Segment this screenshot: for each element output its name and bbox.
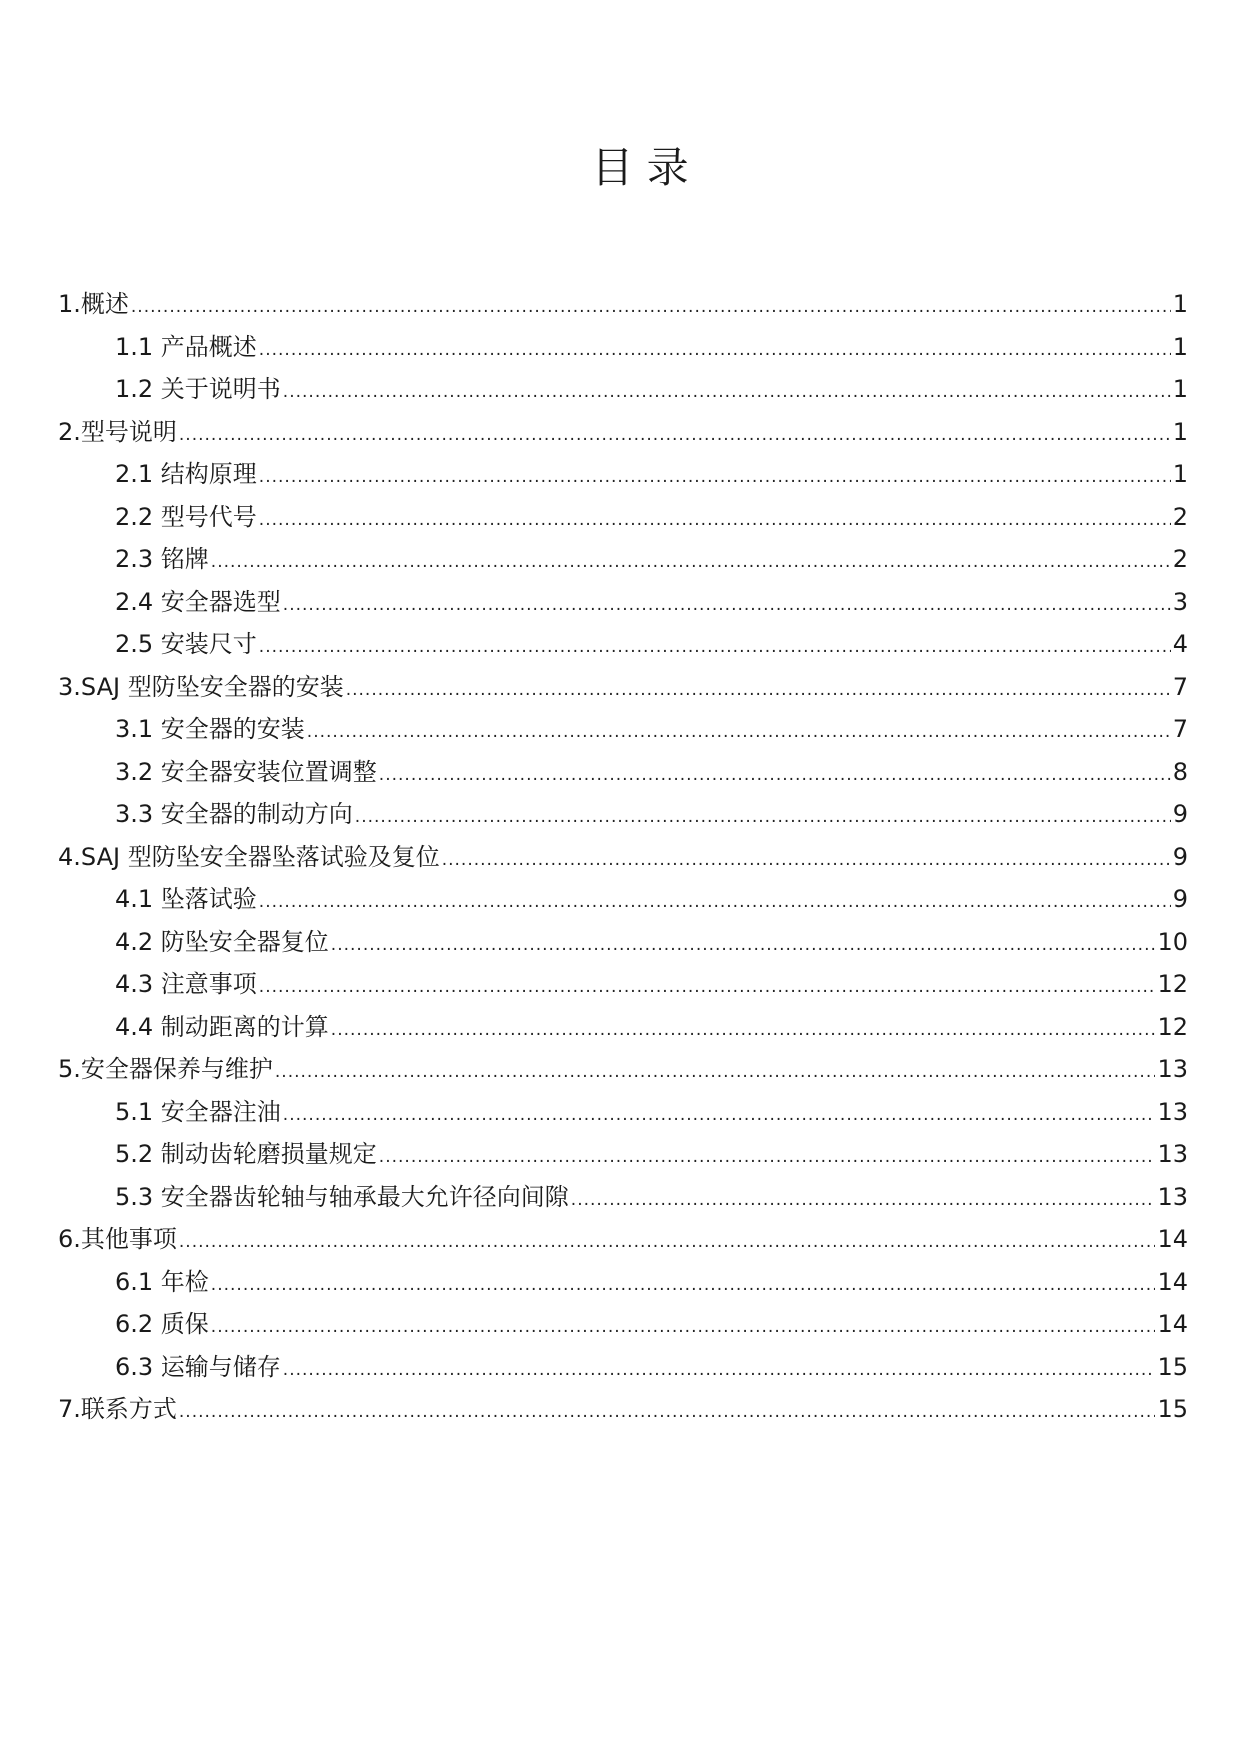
toc-entry-label: 2.3 铭牌	[115, 545, 209, 573]
toc-entry-page-number: 14	[1157, 1310, 1188, 1338]
toc-entry-page-number: 10	[1157, 927, 1188, 956]
toc-entry-label: 4.2 防坠安全器复位	[115, 927, 329, 956]
toc-entry[interactable]	[58, 453, 1188, 496]
toc-entry-label: 3.1 安全器的安装	[115, 715, 305, 743]
dot-leader	[211, 541, 1171, 584]
toc-entry[interactable]	[58, 1261, 1188, 1304]
dot-leader	[283, 371, 1171, 414]
toc-entry[interactable]	[58, 1303, 1188, 1346]
dot-leader	[259, 881, 1171, 924]
toc-entry-page-number: 1	[1172, 417, 1188, 446]
toc-entry[interactable]	[58, 921, 1188, 964]
toc-entry-label: 7.联系方式	[58, 1395, 177, 1423]
dot-leader	[211, 1264, 1156, 1307]
toc-entry[interactable]	[58, 283, 1188, 326]
toc-entry-label: 5.1 安全器注油	[115, 1097, 281, 1126]
toc-entry-label: 5.3 安全器齿轮轴与轴承最大允许径向间隙	[115, 1182, 569, 1211]
toc-entry-label: 2.5 安装尺寸	[115, 630, 257, 658]
toc-entry-label: 4.SAJ 型防坠安全器坠落试验及复位	[58, 842, 440, 871]
toc-entry-page-number: 1	[1172, 332, 1188, 361]
toc-entry-page-number: 15	[1157, 1352, 1188, 1381]
toc-entry[interactable]	[58, 1388, 1188, 1431]
toc-entry-page-number: 14	[1157, 1267, 1188, 1296]
dot-leader	[259, 966, 1156, 1009]
toc-entry-label: 6.其他事项	[58, 1225, 177, 1253]
toc-entry-label: 6.3 运输与储存	[115, 1352, 281, 1381]
toc-entry-label: 6.2 质保	[115, 1310, 209, 1338]
dot-leader	[379, 1136, 1156, 1179]
toc-entry-page-number: 15	[1157, 1395, 1188, 1423]
toc-entry-label: 4.3 注意事项	[115, 970, 257, 998]
toc-entry-label: 6.1 年检	[115, 1267, 209, 1296]
toc-entry-label: 1.概述	[58, 290, 129, 318]
toc-entry[interactable]	[58, 1133, 1188, 1176]
toc-entry-page-number: 13	[1157, 1182, 1188, 1211]
toc-entry-page-number: 13	[1157, 1055, 1188, 1083]
toc-entry-page-number: 1	[1172, 290, 1188, 318]
toc-entry[interactable]	[58, 1176, 1188, 1219]
dot-leader	[307, 711, 1171, 754]
dot-leader	[259, 329, 1171, 372]
toc-entry[interactable]	[58, 751, 1188, 794]
toc-entry[interactable]	[58, 326, 1188, 369]
toc-entry-page-number: 4	[1172, 630, 1188, 658]
dot-leader	[211, 1306, 1156, 1349]
dot-leader	[331, 924, 1156, 967]
toc-entry-label: 3.SAJ 型防坠安全器的安装	[58, 672, 344, 701]
dot-leader	[259, 626, 1171, 669]
page-title: 目 录	[591, 143, 689, 192]
toc-entry-label: 3.2 安全器安装位置调整	[115, 757, 377, 786]
table-of-contents	[58, 283, 1188, 1431]
dot-leader	[259, 499, 1171, 542]
toc-entry-page-number: 7	[1172, 715, 1188, 743]
toc-entry-page-number: 9	[1172, 800, 1188, 828]
toc-entry[interactable]	[58, 496, 1188, 539]
dot-leader	[283, 584, 1171, 627]
toc-entry[interactable]	[58, 963, 1188, 1006]
dot-leader	[131, 286, 1171, 329]
toc-entry-page-number: 8	[1172, 757, 1188, 786]
toc-entry-label: 4.1 坠落试验	[115, 885, 257, 913]
toc-entry[interactable]	[58, 666, 1188, 709]
toc-entry-page-number: 1	[1172, 460, 1188, 488]
toc-entry[interactable]	[58, 623, 1188, 666]
dot-leader	[283, 1349, 1156, 1392]
dot-leader	[283, 1094, 1156, 1137]
toc-entry-label: 5.2 制动齿轮磨损量规定	[115, 1140, 377, 1168]
toc-entry[interactable]	[58, 1048, 1188, 1091]
toc-entry-label: 1.1 产品概述	[115, 332, 257, 361]
toc-entry-page-number: 12	[1157, 1012, 1188, 1041]
toc-entry-page-number: 9	[1172, 842, 1188, 871]
toc-entry[interactable]	[58, 538, 1188, 581]
toc-entry-label: 3.3 安全器的制动方向	[115, 800, 353, 828]
toc-entry-label: 2.2 型号代号	[115, 502, 257, 531]
toc-entry-page-number: 14	[1157, 1225, 1188, 1253]
toc-entry-page-number: 13	[1157, 1097, 1188, 1126]
toc-entry[interactable]	[58, 368, 1188, 411]
toc-entry-label: 1.2 关于说明书	[115, 375, 281, 403]
toc-entry-page-number: 2	[1172, 502, 1188, 531]
dot-leader	[355, 796, 1171, 839]
dot-leader	[275, 1051, 1156, 1094]
toc-entry[interactable]	[58, 1346, 1188, 1389]
toc-entry-label: 2.1 结构原理	[115, 460, 257, 488]
toc-entry-page-number: 9	[1172, 885, 1188, 913]
toc-entry-label: 2.型号说明	[58, 417, 177, 446]
toc-entry[interactable]	[58, 1091, 1188, 1134]
dot-leader	[259, 456, 1171, 499]
toc-entry[interactable]	[58, 581, 1188, 624]
dot-leader	[346, 669, 1171, 712]
toc-entry-label: 5.安全器保养与维护	[58, 1055, 273, 1083]
toc-entry-page-number: 1	[1172, 375, 1188, 403]
toc-entry-page-number: 12	[1157, 970, 1188, 998]
toc-entry-page-number: 7	[1172, 672, 1188, 701]
toc-entry-page-number: 3	[1172, 587, 1188, 616]
toc-entry-page-number: 13	[1157, 1140, 1188, 1168]
toc-entry[interactable]	[58, 1006, 1188, 1049]
toc-entry[interactable]	[58, 708, 1188, 751]
toc-entry[interactable]	[58, 793, 1188, 836]
dot-leader	[442, 839, 1171, 882]
dot-leader	[571, 1179, 1156, 1222]
dot-leader	[179, 414, 1171, 457]
toc-entry-label: 2.4 安全器选型	[115, 587, 281, 616]
toc-entry[interactable]	[58, 411, 1188, 454]
dot-leader	[179, 1391, 1156, 1434]
toc-entry[interactable]	[58, 1218, 1188, 1261]
dot-leader	[379, 754, 1171, 797]
toc-entry[interactable]	[58, 878, 1188, 921]
dot-leader	[331, 1009, 1156, 1052]
dot-leader	[179, 1221, 1156, 1264]
toc-entry-label: 4.4 制动距离的计算	[115, 1012, 329, 1041]
toc-entry[interactable]	[58, 836, 1188, 879]
toc-entry-page-number: 2	[1172, 545, 1188, 573]
